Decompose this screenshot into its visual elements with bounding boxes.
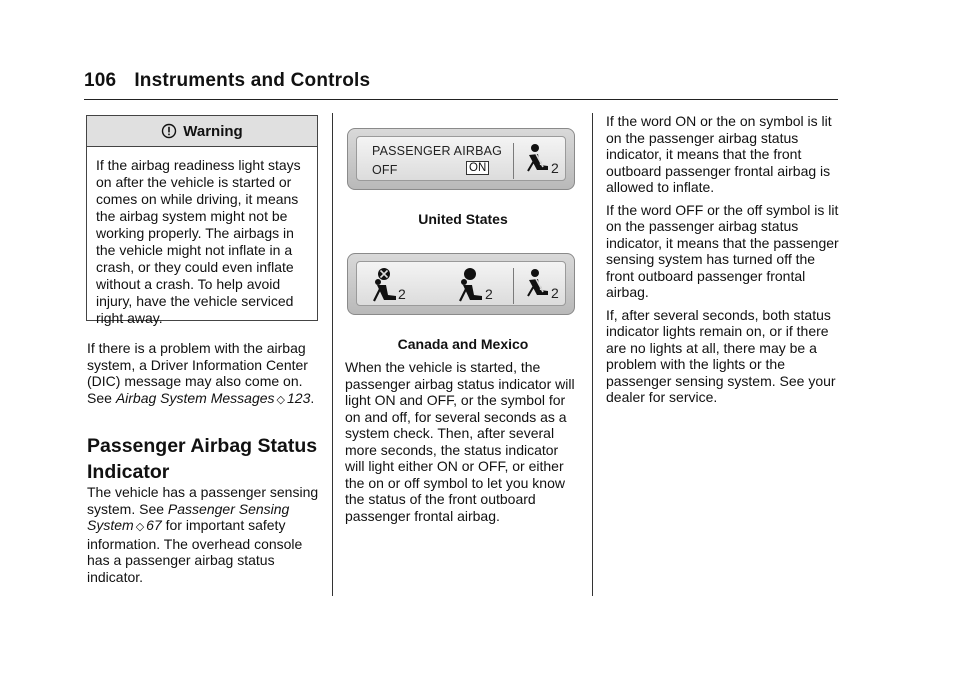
icon-number: 2	[398, 286, 406, 302]
us-indicator-panel	[347, 128, 575, 190]
chapter-title: Instruments and Controls	[134, 70, 371, 91]
off-status-paragraph: If the word OFF or the off symbol is lit on the passenger airbag status indicator, it means that the passenger sensing system has turned off the front outboard passenger frontal airbag.	[606, 201, 839, 300]
airbag-system-messages-link[interactable]: Airbag System Messages	[115, 389, 275, 406]
seatbelt-person-icon	[523, 143, 553, 177]
seatbelt-person-icon	[523, 268, 553, 302]
off-label: OFF	[372, 163, 398, 177]
column-divider	[332, 113, 333, 596]
page-reference[interactable]: 67	[146, 517, 162, 533]
warning-body: If the airbag readiness light stays on after the vehicle is started or comes on while driving, it means the airbag system might not be working properly. The airbags in the vehicle might not inflate in a crash, or they could even inflate without a crash. To help avoid injury, have the vehicle serviced right away.	[96, 157, 301, 326]
airbag-off-person-icon	[370, 267, 400, 303]
passenger-sensing-paragraph	[87, 484, 322, 585]
page-number: 106	[84, 70, 117, 91]
status-explanation	[606, 113, 842, 412]
warning-title: Warning	[183, 122, 243, 140]
section-title: Passenger Airbag Status Indicator	[87, 435, 318, 483]
header-rule	[84, 99, 838, 100]
page-reference-icon: ◇	[135, 521, 145, 533]
icon-number: 2	[551, 160, 559, 176]
on-status-paragraph: If the word ON or the on symbol is lit on the passenger airbag status indicator, it means that the front outboard passenger frontal airbag is allowed to inflate.	[606, 113, 832, 195]
figure-caption: Canada and Mexico	[397, 336, 529, 352]
page-reference[interactable]: 123	[287, 389, 311, 406]
page-header	[84, 70, 370, 92]
system-check-paragraph: When the vehicle is started, the passenger airbag status indicator will light ON and OFF, or the symbol for on and off, for several seconds as a system check. Then, after several more seconds, the status indicator will light either ON or OFF, or either the on or off symbol to let you know the status of the front outboard passenger frontal airbag.	[345, 359, 575, 524]
airbag-on-person-icon	[456, 267, 486, 303]
passenger-airbag-label: PASSENGER AIRBAG	[372, 144, 503, 158]
icon-number: 2	[551, 285, 559, 301]
warning-box	[86, 115, 318, 326]
warning-title-bar	[87, 116, 317, 147]
dic-message-paragraph: If there is a problem with the airbag system, a Driver Information Center (DIC) message may also come on. See Airbag System Messages ◇ 123.	[87, 340, 315, 406]
paragraph-text: The vehicle has a passenger sensing system. See	[87, 484, 319, 517]
passenger-sensing-system-link[interactable]: Passenger Sensing System	[87, 500, 290, 533]
column-divider	[592, 113, 593, 596]
fault-paragraph: If, after several seconds, both status indicator lights remain on, or if there are no lights at all, there may be a problem with the lights or the passenger sensing system. See your dealer for service.	[606, 306, 836, 405]
paragraph-text: for important safety information. The overhead console has a passenger airbag status indicator.	[87, 517, 303, 585]
paragraph-text: If there is a problem with the airbag system, a Driver Information Center (DIC) message may also come on. See	[87, 340, 308, 406]
warning-icon	[161, 123, 177, 139]
on-label: ON	[466, 161, 489, 175]
canada-indicator-panel	[347, 253, 575, 315]
figure-caption: United States	[418, 211, 508, 227]
icon-number: 2	[485, 286, 493, 302]
page-reference-icon: ◇	[276, 393, 286, 406]
